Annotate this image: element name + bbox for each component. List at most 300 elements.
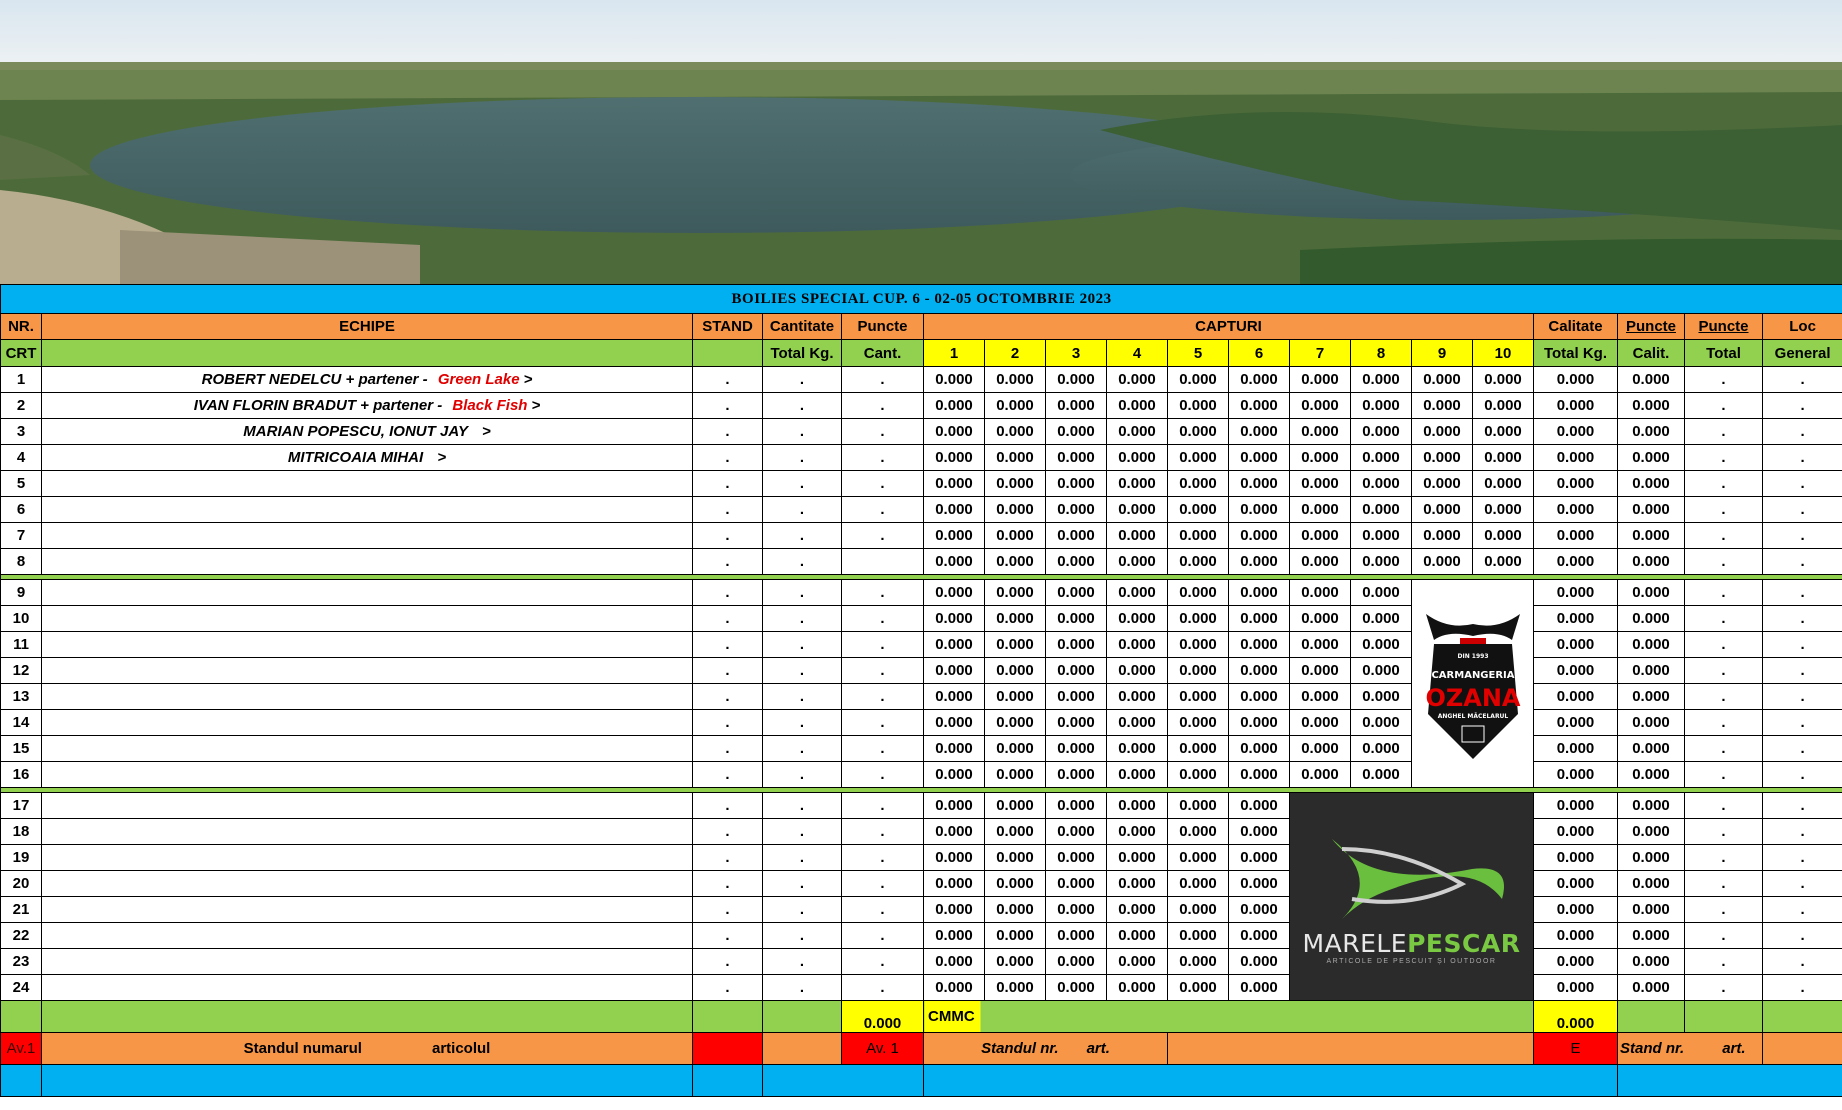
header-calitate: Calitate (1534, 314, 1618, 340)
capture-value: 0.000 (1351, 606, 1412, 632)
capture-value: 0.000 (1290, 710, 1351, 736)
team-name-cell (42, 445, 693, 471)
cantitate-value: . (763, 632, 842, 658)
capture-value: 0.000 (1168, 419, 1229, 445)
capture-value: 0.000 (924, 419, 985, 445)
table-row (1, 819, 1842, 845)
calitate-total-kg: 0.000 (1534, 845, 1618, 871)
puncte-cant-value: . (842, 684, 924, 710)
stand-value: . (693, 367, 763, 393)
header-echipe: ECHIPE (42, 314, 693, 340)
header-stand-blank (693, 340, 763, 367)
team-name-cell (42, 658, 693, 684)
capture-value: 0.000 (1168, 819, 1229, 845)
stand-value: . (693, 762, 763, 788)
puncte-cant-value: . (842, 606, 924, 632)
capture-value: 0.000 (924, 949, 985, 975)
team-name-cell (42, 762, 693, 788)
av-orange-blank-2 (1168, 1033, 1534, 1065)
art-label-2: art. (1722, 1040, 1746, 1057)
puncte-total-value: . (1685, 393, 1763, 419)
cantitate-value: . (763, 471, 842, 497)
e-label: E (1534, 1033, 1618, 1065)
team-name-cell (42, 419, 693, 445)
calitate-total-kg: 0.000 (1534, 762, 1618, 788)
puncte-calit-value: 0.000 (1618, 549, 1685, 575)
standul-numarul-cell (42, 1033, 693, 1065)
capture-value: 0.000 (1351, 684, 1412, 710)
capture-value: 0.000 (1412, 445, 1473, 471)
puncte-calit-value: 0.000 (1618, 580, 1685, 606)
stand-value: . (693, 606, 763, 632)
capture-value: 0.000 (1168, 949, 1229, 975)
capture-value: 0.000 (985, 975, 1046, 1001)
team-name-cell (42, 393, 693, 419)
capture-value: 0.000 (1351, 658, 1412, 684)
capture-value: 0.000 (1046, 549, 1107, 575)
puncte-calit-value: 0.000 (1618, 632, 1685, 658)
puncte-calit-value: 0.000 (1618, 445, 1685, 471)
capture-value: 0.000 (1046, 684, 1107, 710)
puncte-total-value: . (1685, 949, 1763, 975)
team-name-cell (42, 793, 693, 819)
puncte-cant-value: . (842, 819, 924, 845)
capture-value: 0.000 (924, 845, 985, 871)
capture-value: 0.000 (1168, 549, 1229, 575)
header-capture-col-1: 1 (924, 340, 985, 367)
header-capture-col-2: 2 (985, 340, 1046, 367)
team-name-cell (42, 975, 693, 1001)
capture-value: 0.000 (1290, 606, 1351, 632)
loc-general-value: . (1763, 710, 1842, 736)
standul-nr: Standul nr. (981, 1040, 1059, 1057)
cantitate-value: . (763, 949, 842, 975)
capture-value: 0.000 (1168, 710, 1229, 736)
stand-value: . (693, 897, 763, 923)
puncte-total-value: . (1685, 762, 1763, 788)
header-capturi: CAPTURI (924, 314, 1534, 340)
capture-value: 0.000 (1107, 710, 1168, 736)
capture-value: 0.000 (1229, 736, 1290, 762)
row-number: 1 (1, 367, 42, 393)
capture-value: 0.000 (1107, 580, 1168, 606)
capture-value: 0.000 (1107, 871, 1168, 897)
table-row (1, 549, 1842, 575)
capture-value: 0.000 (1046, 606, 1107, 632)
capture-value: 0.000 (924, 523, 985, 549)
capture-value: 0.000 (1351, 471, 1412, 497)
puncte-calit-value: 0.000 (1618, 762, 1685, 788)
capture-value: 0.000 (1168, 606, 1229, 632)
stand-value: . (693, 632, 763, 658)
stand-value: . (693, 393, 763, 419)
loc-general-value: . (1763, 549, 1842, 575)
capture-value: 0.000 (924, 897, 985, 923)
cantitate-value: . (763, 736, 842, 762)
puncte-total-value: . (1685, 445, 1763, 471)
calitate-total-kg: 0.000 (1534, 523, 1618, 549)
capture-value: 0.000 (1229, 762, 1290, 788)
stand-value: . (693, 871, 763, 897)
team-name-cell (42, 606, 693, 632)
capture-value: 0.000 (1473, 367, 1534, 393)
standul-nr-cell (924, 1033, 1168, 1065)
puncte-total-value: . (1685, 606, 1763, 632)
team-name: IVAN FLORIN BRADUT + partener - (193, 397, 447, 414)
capture-value: 0.000 (1351, 549, 1412, 575)
table-row (1, 871, 1842, 897)
capture-value: 0.000 (985, 497, 1046, 523)
capture-value: 0.000 (924, 975, 985, 1001)
capture-value: 0.000 (1168, 897, 1229, 923)
team-arrow: > (481, 423, 491, 440)
puncte-calit-value: 0.000 (1618, 419, 1685, 445)
marele-pescar-badge (1290, 829, 1533, 965)
puncte-cant-value: . (842, 710, 924, 736)
capture-value: 0.000 (1351, 419, 1412, 445)
capture-value: 0.000 (1473, 445, 1534, 471)
stand-value: . (693, 523, 763, 549)
av-red-blank (693, 1033, 763, 1065)
team-name-cell (42, 949, 693, 975)
header-general: General (1763, 340, 1842, 367)
capture-value: 0.000 (1351, 445, 1412, 471)
team-club: Green Lake (437, 371, 520, 388)
calitate-total-kg: 0.000 (1534, 897, 1618, 923)
capture-value: 0.000 (1107, 606, 1168, 632)
capture-value: 0.000 (1412, 393, 1473, 419)
capture-value: 0.000 (1168, 471, 1229, 497)
puncte-total-value: . (1685, 897, 1763, 923)
puncte-calit-value: 0.000 (1618, 736, 1685, 762)
cantitate-value: . (763, 606, 842, 632)
stand-value: . (693, 845, 763, 871)
capture-value: 0.000 (1168, 845, 1229, 871)
team-name-cell (42, 897, 693, 923)
capture-value: 0.000 (1107, 549, 1168, 575)
puncte-cant-value: . (842, 793, 924, 819)
capture-value: 0.000 (1168, 445, 1229, 471)
art-label: art. (1086, 1040, 1110, 1057)
capture-value: 0.000 (924, 632, 985, 658)
cantitate-value: . (763, 975, 842, 1001)
capture-value: 0.000 (924, 762, 985, 788)
capture-value: 0.000 (1229, 497, 1290, 523)
capture-value: 0.000 (1290, 658, 1351, 684)
puncte-calit-value: 0.000 (1618, 523, 1685, 549)
sum-total-cantitate: 0.000 (842, 1001, 924, 1033)
calitate-total-kg: 0.000 (1534, 471, 1618, 497)
puncte-calit-value: 0.000 (1618, 606, 1685, 632)
puncte-total-value: . (1685, 710, 1763, 736)
team-name-cell (42, 923, 693, 949)
team-name-cell (42, 684, 693, 710)
cantitate-value: . (763, 684, 842, 710)
table-row (1, 975, 1842, 1001)
capture-value: 0.000 (1107, 658, 1168, 684)
capture-value: 0.000 (985, 819, 1046, 845)
capture-value: 0.000 (1046, 497, 1107, 523)
puncte-total-value: . (1685, 632, 1763, 658)
capture-value: 0.000 (985, 393, 1046, 419)
capture-value: 0.000 (1290, 497, 1351, 523)
capture-value: 0.000 (985, 684, 1046, 710)
capture-value: 0.000 (1290, 632, 1351, 658)
cantitate-value: . (763, 393, 842, 419)
row-number: 9 (1, 580, 42, 606)
puncte-calit-value: 0.000 (1618, 949, 1685, 975)
capture-value: 0.000 (985, 523, 1046, 549)
ozana-sub: ANGHEL MĂCELARUL (1437, 712, 1508, 720)
capture-value: 0.000 (1046, 845, 1107, 871)
team-arrow: > (523, 371, 533, 388)
table-row (1, 367, 1842, 393)
calitate-total-kg: 0.000 (1534, 949, 1618, 975)
capture-value: 0.000 (1229, 393, 1290, 419)
capture-value: 0.000 (1107, 736, 1168, 762)
totals-row (1, 1001, 1842, 1033)
team-name-cell (42, 871, 693, 897)
puncte-total-value: . (1685, 549, 1763, 575)
calitate-total-kg: 0.000 (1534, 445, 1618, 471)
calitate-total-kg: 0.000 (1534, 923, 1618, 949)
header-loc: Loc (1763, 314, 1842, 340)
capture-value: 0.000 (985, 736, 1046, 762)
team-name-cell (42, 710, 693, 736)
loc-general-value: . (1763, 736, 1842, 762)
team-name-cell (42, 736, 693, 762)
capture-value: 0.000 (1229, 658, 1290, 684)
footer-blank (42, 1065, 693, 1097)
capture-value: 0.000 (1473, 523, 1534, 549)
capture-value: 0.000 (1107, 445, 1168, 471)
av-row (1, 1033, 1842, 1065)
header-stand: STAND (693, 314, 763, 340)
table-row (1, 580, 1842, 606)
capture-value: 0.000 (1290, 367, 1351, 393)
capture-value: 0.000 (1351, 736, 1412, 762)
capture-value: 0.000 (1412, 523, 1473, 549)
calitate-total-kg: 0.000 (1534, 793, 1618, 819)
capture-value: 0.000 (924, 819, 985, 845)
loc-general-value: . (1763, 923, 1842, 949)
capture-value: 0.000 (1229, 606, 1290, 632)
capture-value: 0.000 (1046, 923, 1107, 949)
capture-value: 0.000 (1229, 580, 1290, 606)
team-arrow: > (437, 449, 447, 466)
table-row (1, 793, 1842, 819)
header-cantitate: Cantitate (763, 314, 842, 340)
capture-value: 0.000 (1229, 684, 1290, 710)
row-number: 23 (1, 949, 42, 975)
capture-value: 0.000 (985, 606, 1046, 632)
capture-value: 0.000 (1168, 580, 1229, 606)
loc-general-value: . (1763, 845, 1842, 871)
cantitate-value: . (763, 367, 842, 393)
loc-general-value: . (1763, 445, 1842, 471)
capture-value: 0.000 (1168, 975, 1229, 1001)
capture-value: 0.000 (1229, 975, 1290, 1001)
puncte-total-value: . (1685, 736, 1763, 762)
cantitate-value: . (763, 445, 842, 471)
team-name-cell (42, 549, 693, 575)
table-row (1, 419, 1842, 445)
capture-value: 0.000 (1107, 897, 1168, 923)
footer-blank (763, 1065, 924, 1097)
cantitate-value: . (763, 710, 842, 736)
row-number: 8 (1, 549, 42, 575)
header-capture-col-4: 4 (1107, 340, 1168, 367)
capture-value: 0.000 (1168, 523, 1229, 549)
articolul: articolul (431, 1040, 491, 1057)
capture-value: 0.000 (1229, 845, 1290, 871)
sum-calitate: 0.000 (1534, 1001, 1618, 1033)
capture-value: 0.000 (1290, 736, 1351, 762)
calitate-total-kg: 0.000 (1534, 419, 1618, 445)
puncte-calit-value: 0.000 (1618, 497, 1685, 523)
puncte-total-value: . (1685, 658, 1763, 684)
capture-value: 0.000 (1168, 762, 1229, 788)
cantitate-value: . (763, 897, 842, 923)
calitate-total-kg: 0.000 (1534, 632, 1618, 658)
capture-value: 0.000 (1290, 523, 1351, 549)
header-echipe-blank (42, 340, 693, 367)
marele-text: MARELE (1302, 928, 1408, 958)
puncte-cant-value: . (842, 497, 924, 523)
capture-value: 0.000 (1229, 419, 1290, 445)
table-row (1, 523, 1842, 549)
capture-value: 0.000 (985, 419, 1046, 445)
stand-value: . (693, 923, 763, 949)
loc-general-value: . (1763, 419, 1842, 445)
table-row (1, 923, 1842, 949)
row-number: 22 (1, 923, 42, 949)
loc-general-value: . (1763, 684, 1842, 710)
av1-label-2: Av. 1 (842, 1033, 924, 1065)
sum-blank (42, 1001, 693, 1033)
sum-blank (693, 1001, 763, 1033)
cantitate-value: . (763, 523, 842, 549)
row-number: 19 (1, 845, 42, 871)
capture-value: 0.000 (1351, 523, 1412, 549)
capture-value: 0.000 (1046, 819, 1107, 845)
capture-value: 0.000 (1351, 762, 1412, 788)
table-row (1, 897, 1842, 923)
row-number: 20 (1, 871, 42, 897)
capture-value: 0.000 (1351, 497, 1412, 523)
capture-value: 0.000 (1107, 845, 1168, 871)
capture-value: 0.000 (924, 471, 985, 497)
cantitate-value: . (763, 845, 842, 871)
capture-value: 0.000 (1412, 549, 1473, 575)
table-row (1, 606, 1842, 632)
stand-value: . (693, 736, 763, 762)
capture-value: 0.000 (924, 684, 985, 710)
capture-value: 0.000 (1229, 549, 1290, 575)
footer-row (1, 1065, 1842, 1097)
capture-value: 0.000 (1229, 819, 1290, 845)
capture-value: 0.000 (1046, 580, 1107, 606)
capture-value: 0.000 (1168, 736, 1229, 762)
team-name-cell (42, 845, 693, 871)
puncte-total-value: . (1685, 367, 1763, 393)
header-puncte-total: Puncte (1685, 314, 1763, 340)
capture-value: 0.000 (1168, 793, 1229, 819)
stand-nr-cell (1618, 1033, 1763, 1065)
puncte-cant-value: . (842, 975, 924, 1001)
capture-value: 0.000 (985, 845, 1046, 871)
fish-icon (1312, 829, 1512, 929)
team-name-cell (42, 523, 693, 549)
loc-general-value: . (1763, 762, 1842, 788)
capture-value: 0.000 (985, 471, 1046, 497)
puncte-cant-value: . (842, 762, 924, 788)
capture-value: 0.000 (1046, 393, 1107, 419)
row-number: 10 (1, 606, 42, 632)
capture-value: 0.000 (1412, 497, 1473, 523)
capture-value: 0.000 (1290, 684, 1351, 710)
loc-general-value: . (1763, 897, 1842, 923)
table-row (1, 632, 1842, 658)
row-number: 15 (1, 736, 42, 762)
cantitate-value: . (763, 658, 842, 684)
capture-value: 0.000 (1046, 445, 1107, 471)
team-name-cell (42, 819, 693, 845)
sum-blank (1763, 1001, 1842, 1033)
team-club: Black Fish (452, 397, 528, 414)
capture-value: 0.000 (1229, 471, 1290, 497)
sum-blank (1618, 1001, 1685, 1033)
capture-value: 0.000 (1046, 419, 1107, 445)
stand-value: . (693, 710, 763, 736)
puncte-cant-value: . (842, 658, 924, 684)
capture-value: 0.000 (985, 710, 1046, 736)
table-row (1, 445, 1842, 471)
puncte-calit-value: 0.000 (1618, 923, 1685, 949)
row-number: 13 (1, 684, 42, 710)
row-number: 17 (1, 793, 42, 819)
capture-value: 0.000 (1046, 871, 1107, 897)
capture-value: 0.000 (985, 580, 1046, 606)
capture-value: 0.000 (1046, 762, 1107, 788)
puncte-calit-value: 0.000 (1618, 819, 1685, 845)
header-total-kg: Total Kg. (763, 340, 842, 367)
row-number: 11 (1, 632, 42, 658)
puncte-cant-value: . (842, 393, 924, 419)
capture-value: 0.000 (924, 606, 985, 632)
cmmc-label: CMMC (924, 1001, 1534, 1033)
capture-value: 0.000 (1168, 393, 1229, 419)
puncte-cant-value: . (842, 471, 924, 497)
table-row (1, 497, 1842, 523)
puncte-calit-value: 0.000 (1618, 658, 1685, 684)
capture-value: 0.000 (1107, 923, 1168, 949)
capture-value: 0.000 (1290, 471, 1351, 497)
capture-value: 0.000 (1168, 497, 1229, 523)
table-row (1, 684, 1842, 710)
loc-general-value: . (1763, 871, 1842, 897)
header-puncte-calit: Puncte (1618, 314, 1685, 340)
capture-value: 0.000 (924, 580, 985, 606)
capture-value: 0.000 (1107, 497, 1168, 523)
pescar-text: PESCAR (1407, 928, 1521, 958)
marele-pescar-tagline: ARTICOLE DE PESCUIT ȘI OUTDOOR (1326, 957, 1497, 965)
capture-value: 0.000 (1229, 523, 1290, 549)
cantitate-value: . (763, 419, 842, 445)
team-name-cell (42, 471, 693, 497)
capture-value: 0.000 (924, 445, 985, 471)
row-number: 14 (1, 710, 42, 736)
